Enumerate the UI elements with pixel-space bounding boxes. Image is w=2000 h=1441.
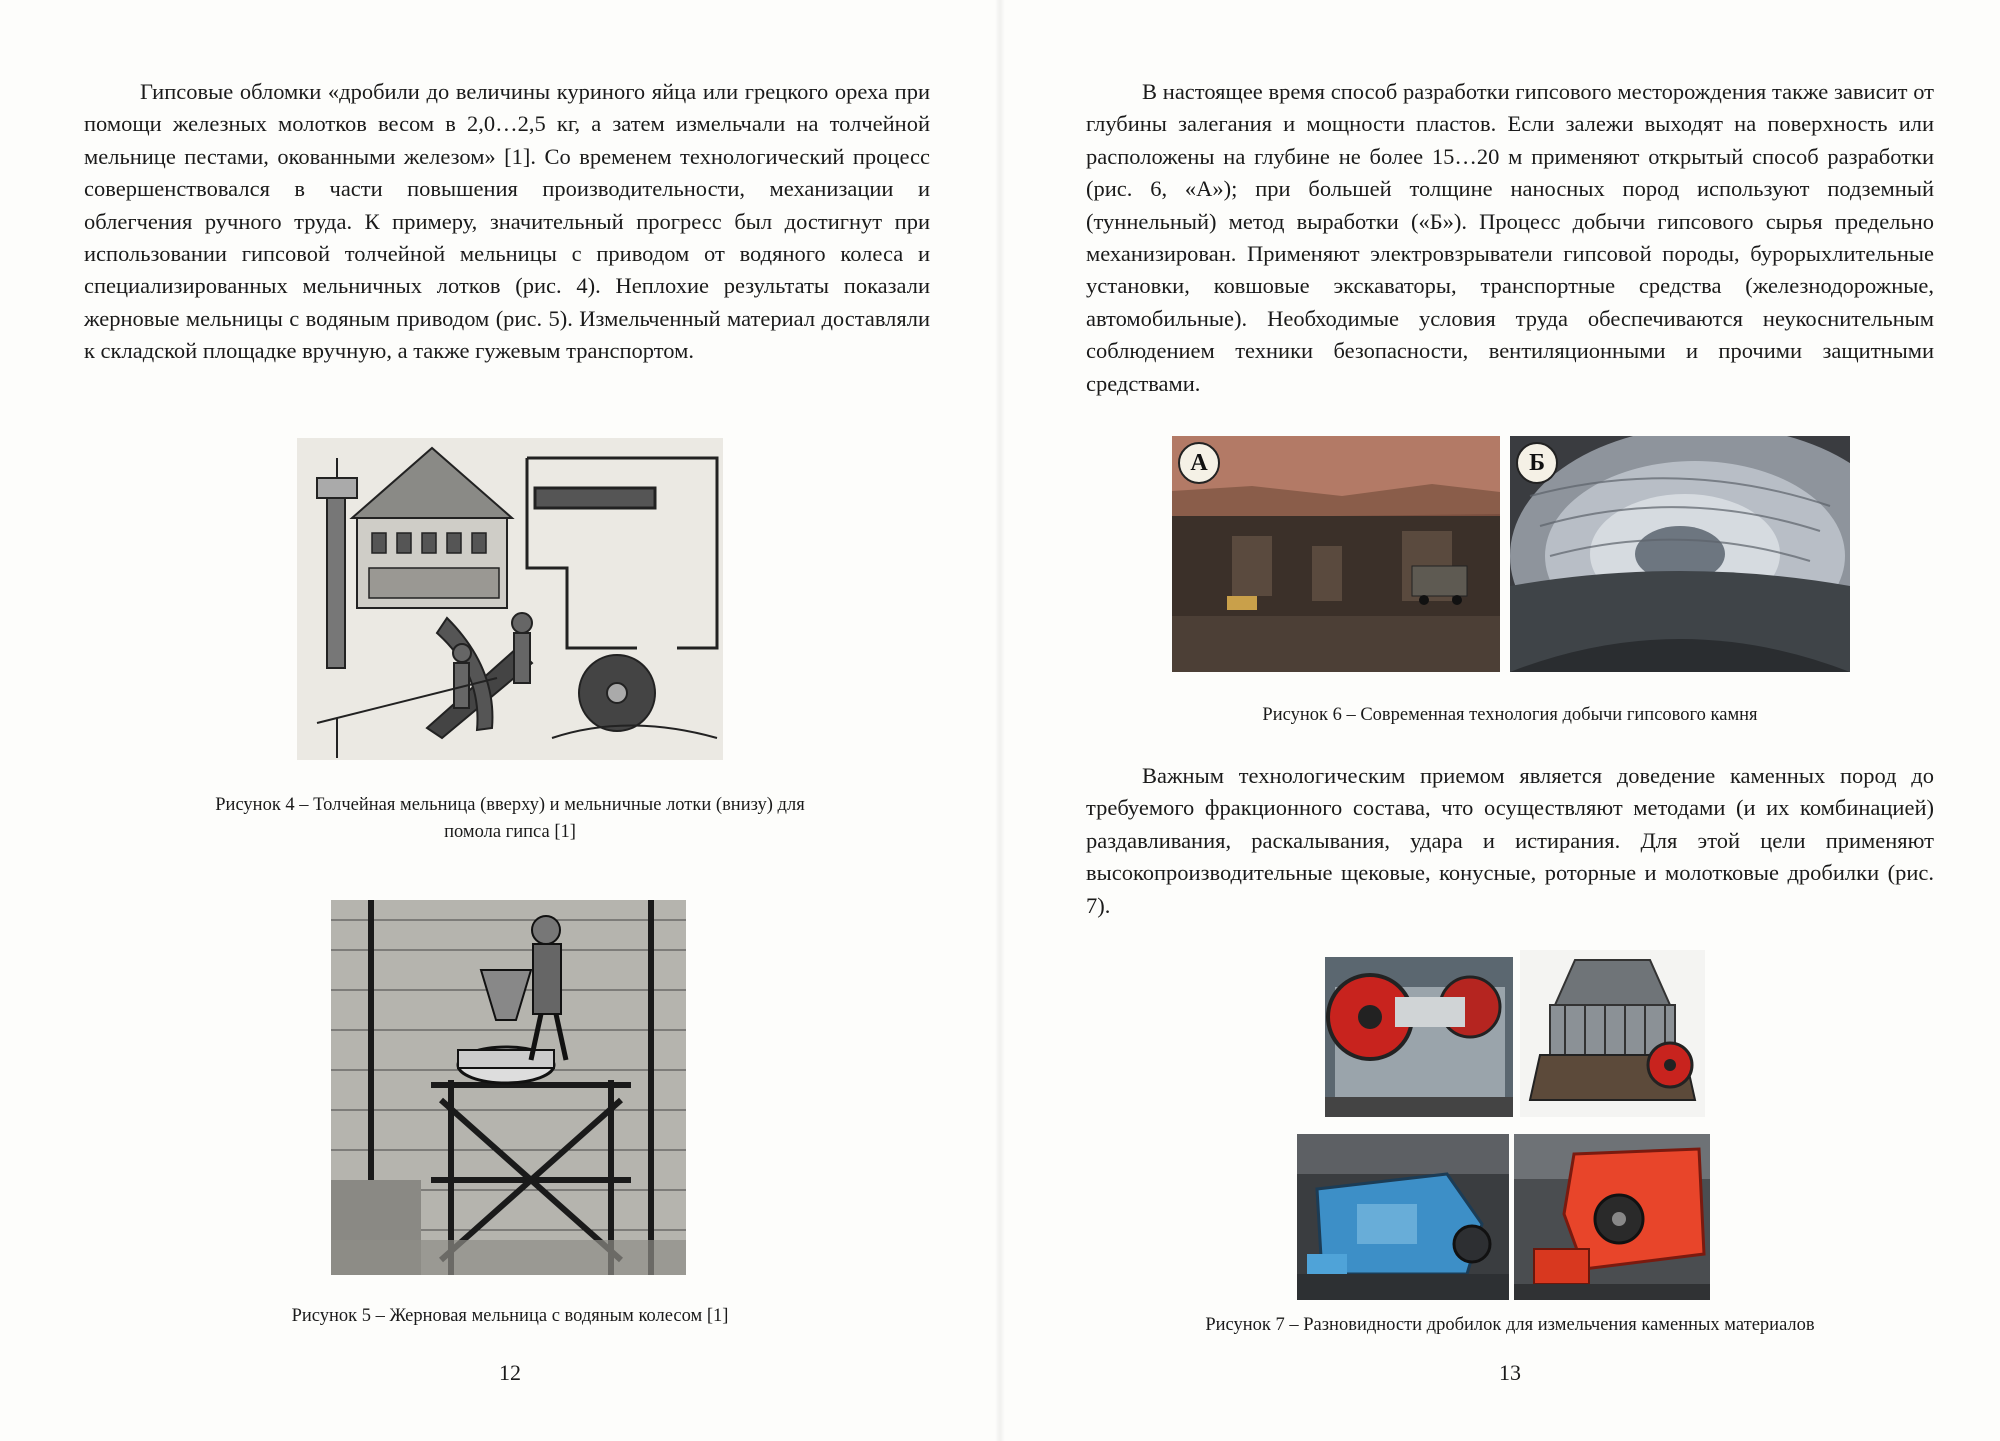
left-paragraph: Гипсовые обломки «дробили до величины куриного яйца или грецкого ореха при помощи железных молотков весом в 2,0…2,5 кг, а затем измельчали на толчейной мельнице пестами, окованными железом» [1]. Со временем технологический процесс совершенствовался в части повышения производительности, механизации и облегчения ручного труда. К примеру, значительный прогресс был достигнут при использовании гипсовой толчейной мельницы с приводом от водяного колеса и специализированных мельничных лотков (рис. 4). Неплохие результаты показали жерновые мельницы с водяным приводом (рис. 5). Измельченный материал доставляли к складской площадке вручную, а также гужевым транспортом. xyxy=(84,79,930,364)
figure-5-grist-mill-woodcut xyxy=(331,900,686,1275)
figure-5-caption: Рисунок 5 – Жерновая мельница с водяным колесом [1] xyxy=(291,1306,729,1326)
figure-4-caption: Рисунок 4 – Толчейная мельница (вверху) и мельничные лотки (внизу) для помола гипса [1] xyxy=(215,795,805,842)
figure-6a-badge: А xyxy=(1178,442,1220,484)
figure-6b-underground-tunnel-photo xyxy=(1510,436,1850,672)
right-paragraph-2: Важным технологическим приемом является доведение каменных пород до требуемого фракционного состава, что осуществляют методами (и их комбинацией) раздавливания, раскалывания, удара и истирания. Для этой цели применяют высокопроизводительные щековые, конусные, роторные и молотковые дробилки (рис. 7). xyxy=(1086,763,1934,918)
figure-6a-open-pit-photo xyxy=(1172,436,1500,672)
figure-7-caption: Рисунок 7 – Разновидности дробилок для измельчения каменных материалов xyxy=(1205,1315,1815,1335)
figure-6-caption: Рисунок 6 – Современная технология добычи гипсового камня xyxy=(1262,705,1758,725)
right-page xyxy=(1000,0,2000,1441)
page-number-right: 13 xyxy=(1499,1360,1521,1385)
figure-7-impact-crusher-photo xyxy=(1297,1134,1509,1300)
figure-4-stamp-mill-engraving xyxy=(297,438,723,760)
page-number-left: 12 xyxy=(499,1360,521,1385)
figure-6b-badge: Б xyxy=(1516,442,1558,484)
figure-7-cone-crusher-photo xyxy=(1520,950,1705,1117)
figure-7-hammer-crusher-photo xyxy=(1514,1134,1710,1300)
figure-7-jaw-crusher-photo xyxy=(1325,957,1513,1117)
right-paragraph-1: В настоящее время способ разработки гипсового месторождения также зависит от глубины залегания и мощности пластов. Если залежи выходят на поверхность или расположены на глубине не более 15…20 м применяют открытый способ разработки (рис. 6, «А»); при большей толщине наносных пород используют подземный (туннельный) метод выработки («Б»). Процесс добычи гипсового сырья предельно механизирован. Применяют электровзрыватели гипсовой породы, бурорыхлительные установки, ковшовые экскаваторы, транспортные средства (железнодорожные, автомобильные). Необходимые условия труда обеспечиваются неукоснительным соблюдением техники безопасности, вентиляционными и прочими защитными средствами. xyxy=(1086,79,1934,396)
